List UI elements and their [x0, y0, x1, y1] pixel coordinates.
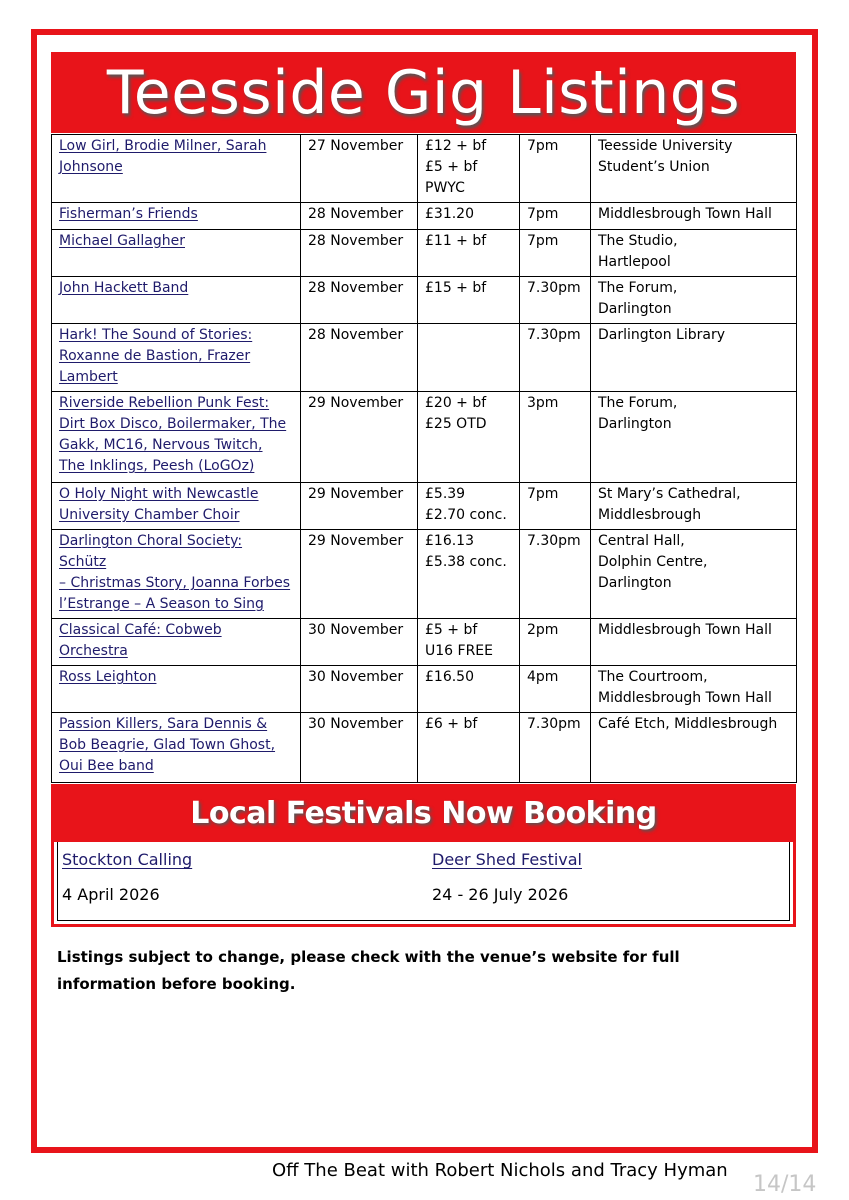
time-cell: 2pm [520, 619, 591, 666]
gig-listings-table [51, 134, 797, 783]
page-title: Teesside Gig Listings [106, 57, 741, 128]
price-cell: £31.20 [418, 203, 520, 230]
venue-cell: Teesside University Student’s Union [591, 135, 797, 203]
festivals-heading: Local Festivals Now Booking [190, 795, 657, 831]
table-row [52, 230, 797, 277]
price-cell: £11 + bf [418, 230, 520, 277]
venue-cell: Central Hall, Dolphin Centre, Darlington [591, 530, 797, 619]
festival-item [62, 850, 192, 904]
time-cell: 7pm [520, 135, 591, 203]
date-cell: 29 November [301, 392, 418, 483]
venue-cell: Darlington Library [591, 324, 797, 392]
table-row [52, 324, 797, 392]
act-link[interactable]: Ross Leighton [59, 669, 157, 685]
festivals-banner [51, 784, 796, 842]
venue-cell: St Mary’s Cathedral, Middlesbrough [591, 483, 797, 530]
venue-cell: Middlesbrough Town Hall [591, 203, 797, 230]
act-link[interactable]: Hark! The Sound of Stories: Roxanne de Bastion, Frazer Lambert [59, 327, 253, 385]
time-cell: 7.30pm [520, 324, 591, 392]
date-cell: 30 November [301, 619, 418, 666]
disclaimer-text: Listings subject to change, please check with the venue’s website for full information before booking. [57, 948, 680, 993]
table-row [52, 666, 797, 713]
price-cell: £15 + bf [418, 277, 520, 324]
price-cell: £6 + bf [418, 713, 520, 783]
date-cell: 30 November [301, 713, 418, 783]
festival-link[interactable]: Stockton Calling [62, 850, 193, 869]
festivals-box [51, 842, 796, 927]
act-link[interactable]: O Holy Night with Newcastle University Chamber Choir [59, 486, 259, 523]
date-cell: 28 November [301, 230, 418, 277]
date-cell: 28 November [301, 203, 418, 230]
title-banner [51, 52, 796, 133]
footer-credit: Off The Beat with Robert Nichols and Tracy Hyman [272, 1160, 728, 1181]
time-cell: 7pm [520, 230, 591, 277]
table-row [52, 277, 797, 324]
act-link[interactable]: Classical Café: Cobweb Orchestra [59, 622, 222, 659]
date-cell: 28 November [301, 277, 418, 324]
festival-date: 4 April 2026 [62, 885, 160, 904]
festival-link[interactable]: Deer Shed Festival [432, 850, 582, 869]
price-cell: £16.13 £5.38 conc. [418, 530, 520, 619]
table-row [52, 713, 797, 783]
table-row [52, 483, 797, 530]
time-cell: 7pm [520, 203, 591, 230]
date-cell: 28 November [301, 324, 418, 392]
time-cell: 7.30pm [520, 530, 591, 619]
price-cell: £5.39 £2.70 conc. [418, 483, 520, 530]
venue-cell: Café Etch, Middlesbrough [591, 713, 797, 783]
date-cell: 29 November [301, 483, 418, 530]
venue-cell: The Forum, Darlington [591, 277, 797, 324]
price-cell: £5 + bf U16 FREE [418, 619, 520, 666]
price-cell [418, 324, 520, 392]
date-cell: 29 November [301, 530, 418, 619]
date-cell: 30 November [301, 666, 418, 713]
act-link[interactable]: Low Girl, Brodie Milner, Sarah Johnsone [59, 138, 267, 175]
time-cell: 7pm [520, 483, 591, 530]
act-link[interactable]: Fisherman’s Friends [59, 206, 198, 222]
festival-date: 24 - 26 July 2026 [432, 885, 569, 904]
price-cell: £12 + bf £5 + bf PWYC [418, 135, 520, 203]
time-cell: 3pm [520, 392, 591, 483]
act-link[interactable]: Riverside Rebellion Punk Fest: Dirt Box Disco, Boilermaker, The Gakk, MC16, Nervous Twitch, The Inklings, Peesh (LoGOz) [59, 395, 287, 474]
venue-cell: The Studio, Hartlepool [591, 230, 797, 277]
venue-cell: Middlesbrough Town Hall [591, 619, 797, 666]
act-link[interactable]: Darlington Choral Society: Schütz – Christmas Story, Joanna Forbes l’Estrange – A Season to Sing [59, 533, 291, 612]
festival-item [432, 850, 582, 904]
act-link[interactable]: John Hackett Band [59, 280, 189, 296]
act-link[interactable]: Passion Killers, Sara Dennis & Bob Beagrie, Glad Town Ghost, Oui Bee band [59, 716, 276, 774]
table-row [52, 135, 797, 203]
date-cell: 27 November [301, 135, 418, 203]
table-row [52, 530, 797, 619]
time-cell: 7.30pm [520, 713, 591, 783]
table-row [52, 392, 797, 483]
table-row [52, 203, 797, 230]
price-cell: £20 + bf £25 OTD [418, 392, 520, 483]
festivals-inner-frame [57, 842, 790, 921]
time-cell: 4pm [520, 666, 591, 713]
time-cell: 7.30pm [520, 277, 591, 324]
price-cell: £16.50 [418, 666, 520, 713]
page-number: 14/14 [753, 1172, 817, 1197]
table-row [52, 619, 797, 666]
act-link[interactable]: Michael Gallagher [59, 233, 185, 249]
venue-cell: The Forum, Darlington [591, 392, 797, 483]
venue-cell: The Courtroom, Middlesbrough Town Hall [591, 666, 797, 713]
